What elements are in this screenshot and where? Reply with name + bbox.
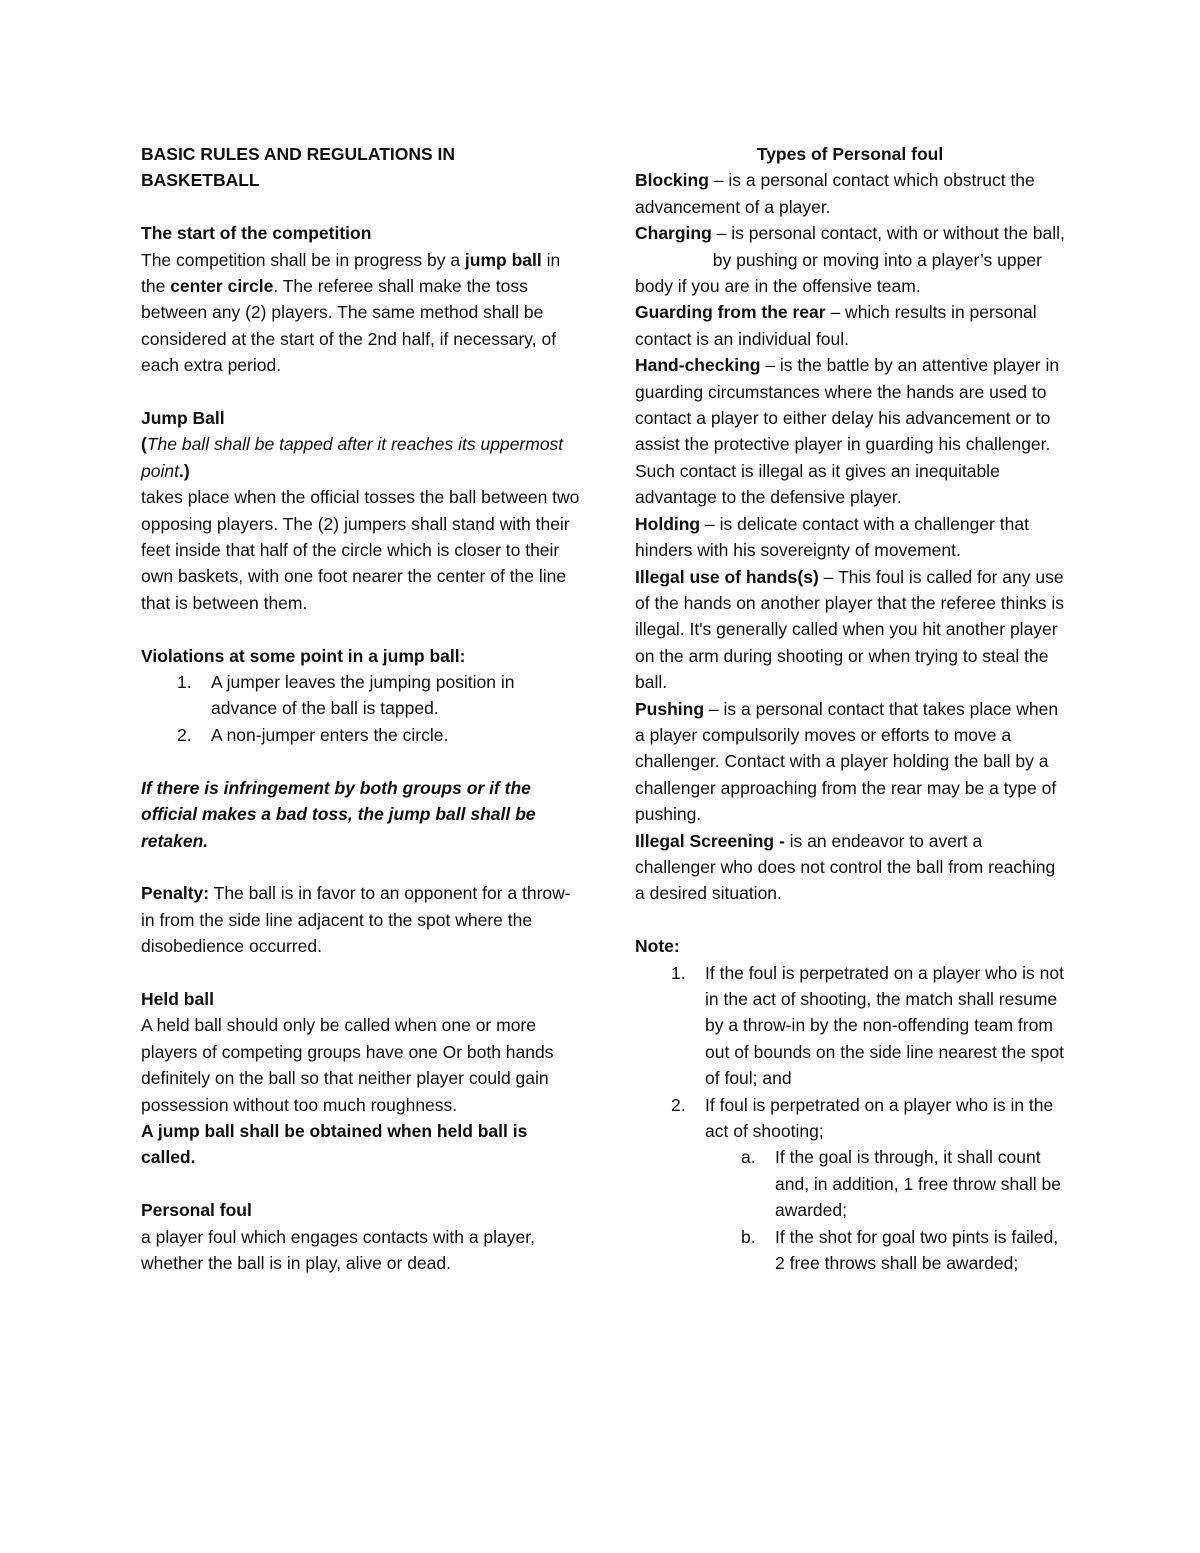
foul-entry [635,828,1065,907]
foul-entry [635,352,1065,510]
sub-list-item [635,1144,1065,1223]
list-item [635,960,1065,1092]
sub-list-text: If the goal is through, it shall count and, in addition, 1 free throw shall be awarded; [775,1147,1062,1221]
list-text: A non-jumper enters the circle. [211,724,449,745]
start-text-c: . The referee shall make the toss between any (2) players. The same method shall be considered at the start of the 2nd half, if necessary, of each extra period. [141,276,557,376]
foul-text: is an endeavor to avert a challenger who does not control the ball from reaching a desired situation. [635,830,1056,904]
jump-ball-italic-note: The ball shall be tapped after it reaches its uppermost point [141,434,564,481]
foul-term: Illegal use of hands(s) [635,566,819,587]
left-column [141,141,581,1276]
list-number: 2. [671,1094,686,1115]
list-item [141,722,581,748]
foul-term: Pushing [635,698,705,719]
held-ball-note: A jump ball shall be obtained when held ball is called. [141,1120,528,1168]
foul-entry [635,511,1065,564]
foul-entry [635,564,1065,696]
sub-list-letter: b. [741,1226,756,1247]
start-heading: The start of the competition [141,223,372,244]
personal-foul-text: a player foul which engages contacts with a player, whether the ball is in play, alive or dead. [141,1226,535,1273]
start-text-b: in the [141,249,561,297]
sub-list-text: If the shot for goal two pints is failed, 2 free throws shall be awarded; [775,1226,1059,1274]
jump-ball-paren-close: .) [178,460,190,481]
list-number: 1. [177,672,192,693]
held-ball-heading: Held ball [141,988,214,1009]
document-title [141,141,581,194]
foul-text: – which results in personal contact is an individual foul. [635,302,1037,349]
foul-text: – is delicate contact with a challenger that hinders with his sovereignty of movement. [635,513,1029,561]
start-paragraph [141,247,581,379]
foul-text: – is the battle by an attentive player in guarding circumstances where the hands are used to contact a player to either delay his advancement or to assist the protective player in guarding his challenger. Such contact is illegal as it gives an inequitable advantage to the defensive player. [635,355,1060,508]
violations-heading: Violations at some point in a jump ball: [141,645,466,666]
title-line-1: BASIC RULES AND REGULATIONS IN [141,144,456,164]
foul-term: Blocking [635,170,709,191]
foul-types-heading: Types of Personal foul [756,144,944,164]
list-number: 2. [177,724,192,745]
note-heading: Note: [635,936,680,957]
foul-term: Guarding from the rear [635,302,826,323]
list-text: A jumper leaves the jumping position in advance of the ball is tapped. [211,672,515,719]
start-text-a: The competition shall be in progress by a [141,249,465,270]
list-text: If the foul is perpetrated on a player who is not in the act of shooting, the match shall resume by a throw-in by the non-offending team from out of bounds on the side line nearest the spot of foul; and [705,962,1065,1089]
foul-entry [635,299,1065,352]
title-line-2: BASKETBALL [141,170,260,191]
held-ball-text: A held ball should only be called when one or more players of competing groups have one Or both hands definitely on the ball so that neither player could gain possession without too much roughness. [141,1015,554,1115]
list-item [141,669,581,722]
infringement-note: If there is infringement by both groups or if the official makes a bad toss, the jump ball shall be retaken. [141,777,536,851]
foul-term: Illegal Screening - [635,830,785,851]
foul-text: – This foul is called for any use of the hands on another player that the referee thinks is illegal. It's generally called when you hit another player on the arm during shooting or when trying to steal the ball. [635,566,1065,693]
jump-ball-note [141,431,581,484]
foul-term: Holding [635,513,701,534]
sub-list-item [635,1224,1065,1277]
penalty-paragraph [141,880,581,959]
list-item [635,1092,1065,1145]
start-bold-a: jump ball [464,249,542,270]
foul-term: Hand-checking [635,355,761,376]
personal-foul-heading: Personal foul [141,1200,252,1221]
jump-ball-text: takes place when the official tosses the ball between two opposing players. The (2) jumpers shall stand with their feet inside that half of the circle which is closer to their own baskets, with one foot nearer the center of the line that is between them. [141,487,580,613]
list-number: 1. [671,962,686,983]
foul-text: – is personal contact, with or without the ball, by pushing or moving into a player’s upper body if you are in the offensive team. [635,223,1065,297]
foul-text: – is a personal contact which obstruct the advancement of a player. [635,170,1035,217]
jump-ball-heading: Jump Ball [141,408,225,429]
right-column [635,141,1065,1276]
violations-list [141,669,581,748]
jump-ball-paren-open: ( [141,434,147,455]
foul-text: – is a personal contact that takes place when a player compulsorily moves or efforts to move a challenger. Contact with a player holding the ball by a challenger approaching from the rear may be a type of pushing. [635,698,1059,825]
penalty-label: Penalty: [141,883,210,904]
foul-entry [635,696,1065,828]
start-bold-b: center circle [170,276,274,297]
list-text: If foul is perpetrated on a player who is in the act of shooting; [705,1094,1054,1142]
sub-list-letter: a. [741,1147,756,1168]
note-list [635,960,1065,1277]
penalty-text: The ball is in favor to an opponent for a throw-in from the side line adjacent to the spot where the disobedience occurred. [141,883,571,957]
foul-entry [635,167,1065,220]
foul-entry [635,220,1065,299]
foul-term: Charging [635,223,712,244]
